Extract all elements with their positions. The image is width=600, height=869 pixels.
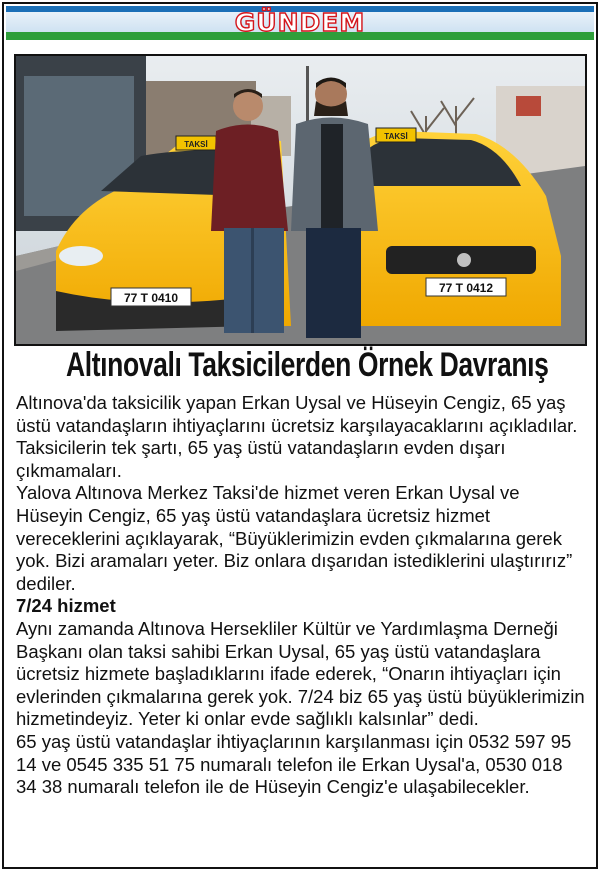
paragraph: Aynı zamanda Altınova Hersekliler Kültür ve Yardımlaşma Derneği Başkanı olan taksi sahibi Erkan Uysal, 65 yaş üstü vatandaşlara ücretsiz hizmete başladıklarını ifade ederek, “Onarın ihtiyaçları için evlerinden çıkmalarına gerek yok. 7/24 biz 65 yaş üstü büyüklerimizin hizmetindeyiz. Yeter ki onlar evde sağlıklı kalsınlar” dedi. <box>16 617 585 730</box>
plate-right: 77 T 0412 <box>438 281 494 295</box>
paragraph: Altınova'da taksicilik yapan Erkan Uysal ve Hüseyin Cengiz, 65 yaş üstü vatandaşların ihtiyaçlarını ücretsiz karşılayacaklarını açıkladılar. Taksicilerin tek şartı, 65 yaş üstü vatandaşların evden dışarı çıkmamaları. <box>16 392 578 481</box>
news-photo <box>14 54 587 346</box>
taxi-sign-left: TAKSİ <box>184 140 208 149</box>
article-body <box>16 392 588 799</box>
paragraph: Yalova Altınova Merkez Taksi'de hizmet veren Erkan Uysal ve Hüseyin Cengiz, 65 yaş üstü vatandaşlara ücretsiz hizmet vereceklerini açıklayarak, “Büyüklerimizin evden çıkmalarına gerek yok. Bizi aramaları yeter. Biz onlara dışarıdan istediklerini ulaştırırız” dediler. <box>16 482 573 594</box>
subheading: 7/24 hizmet <box>16 595 116 617</box>
paragraph: 65 yaş üstü vatandaşlar ihtiyaçlarının karşılanması için 0532 597 95 14 ve 0545 335 51 75 numaralı telefon ile Erkan Uysal'a, 0530 018 34 38 numaralı telefon ile de Hüseyin Cengiz'e ulaşabilecekler. <box>16 730 572 798</box>
section-title: GÜNDEM <box>234 8 366 37</box>
headline: Altınovalı Taksicilerden Örnek Davranış <box>66 346 549 384</box>
taxi-sign-right: TAKSİ <box>384 132 408 141</box>
taxi-drivers-photo <box>16 56 585 344</box>
plate-left: 77 T 0410 <box>123 291 179 305</box>
section-banner <box>6 6 594 40</box>
